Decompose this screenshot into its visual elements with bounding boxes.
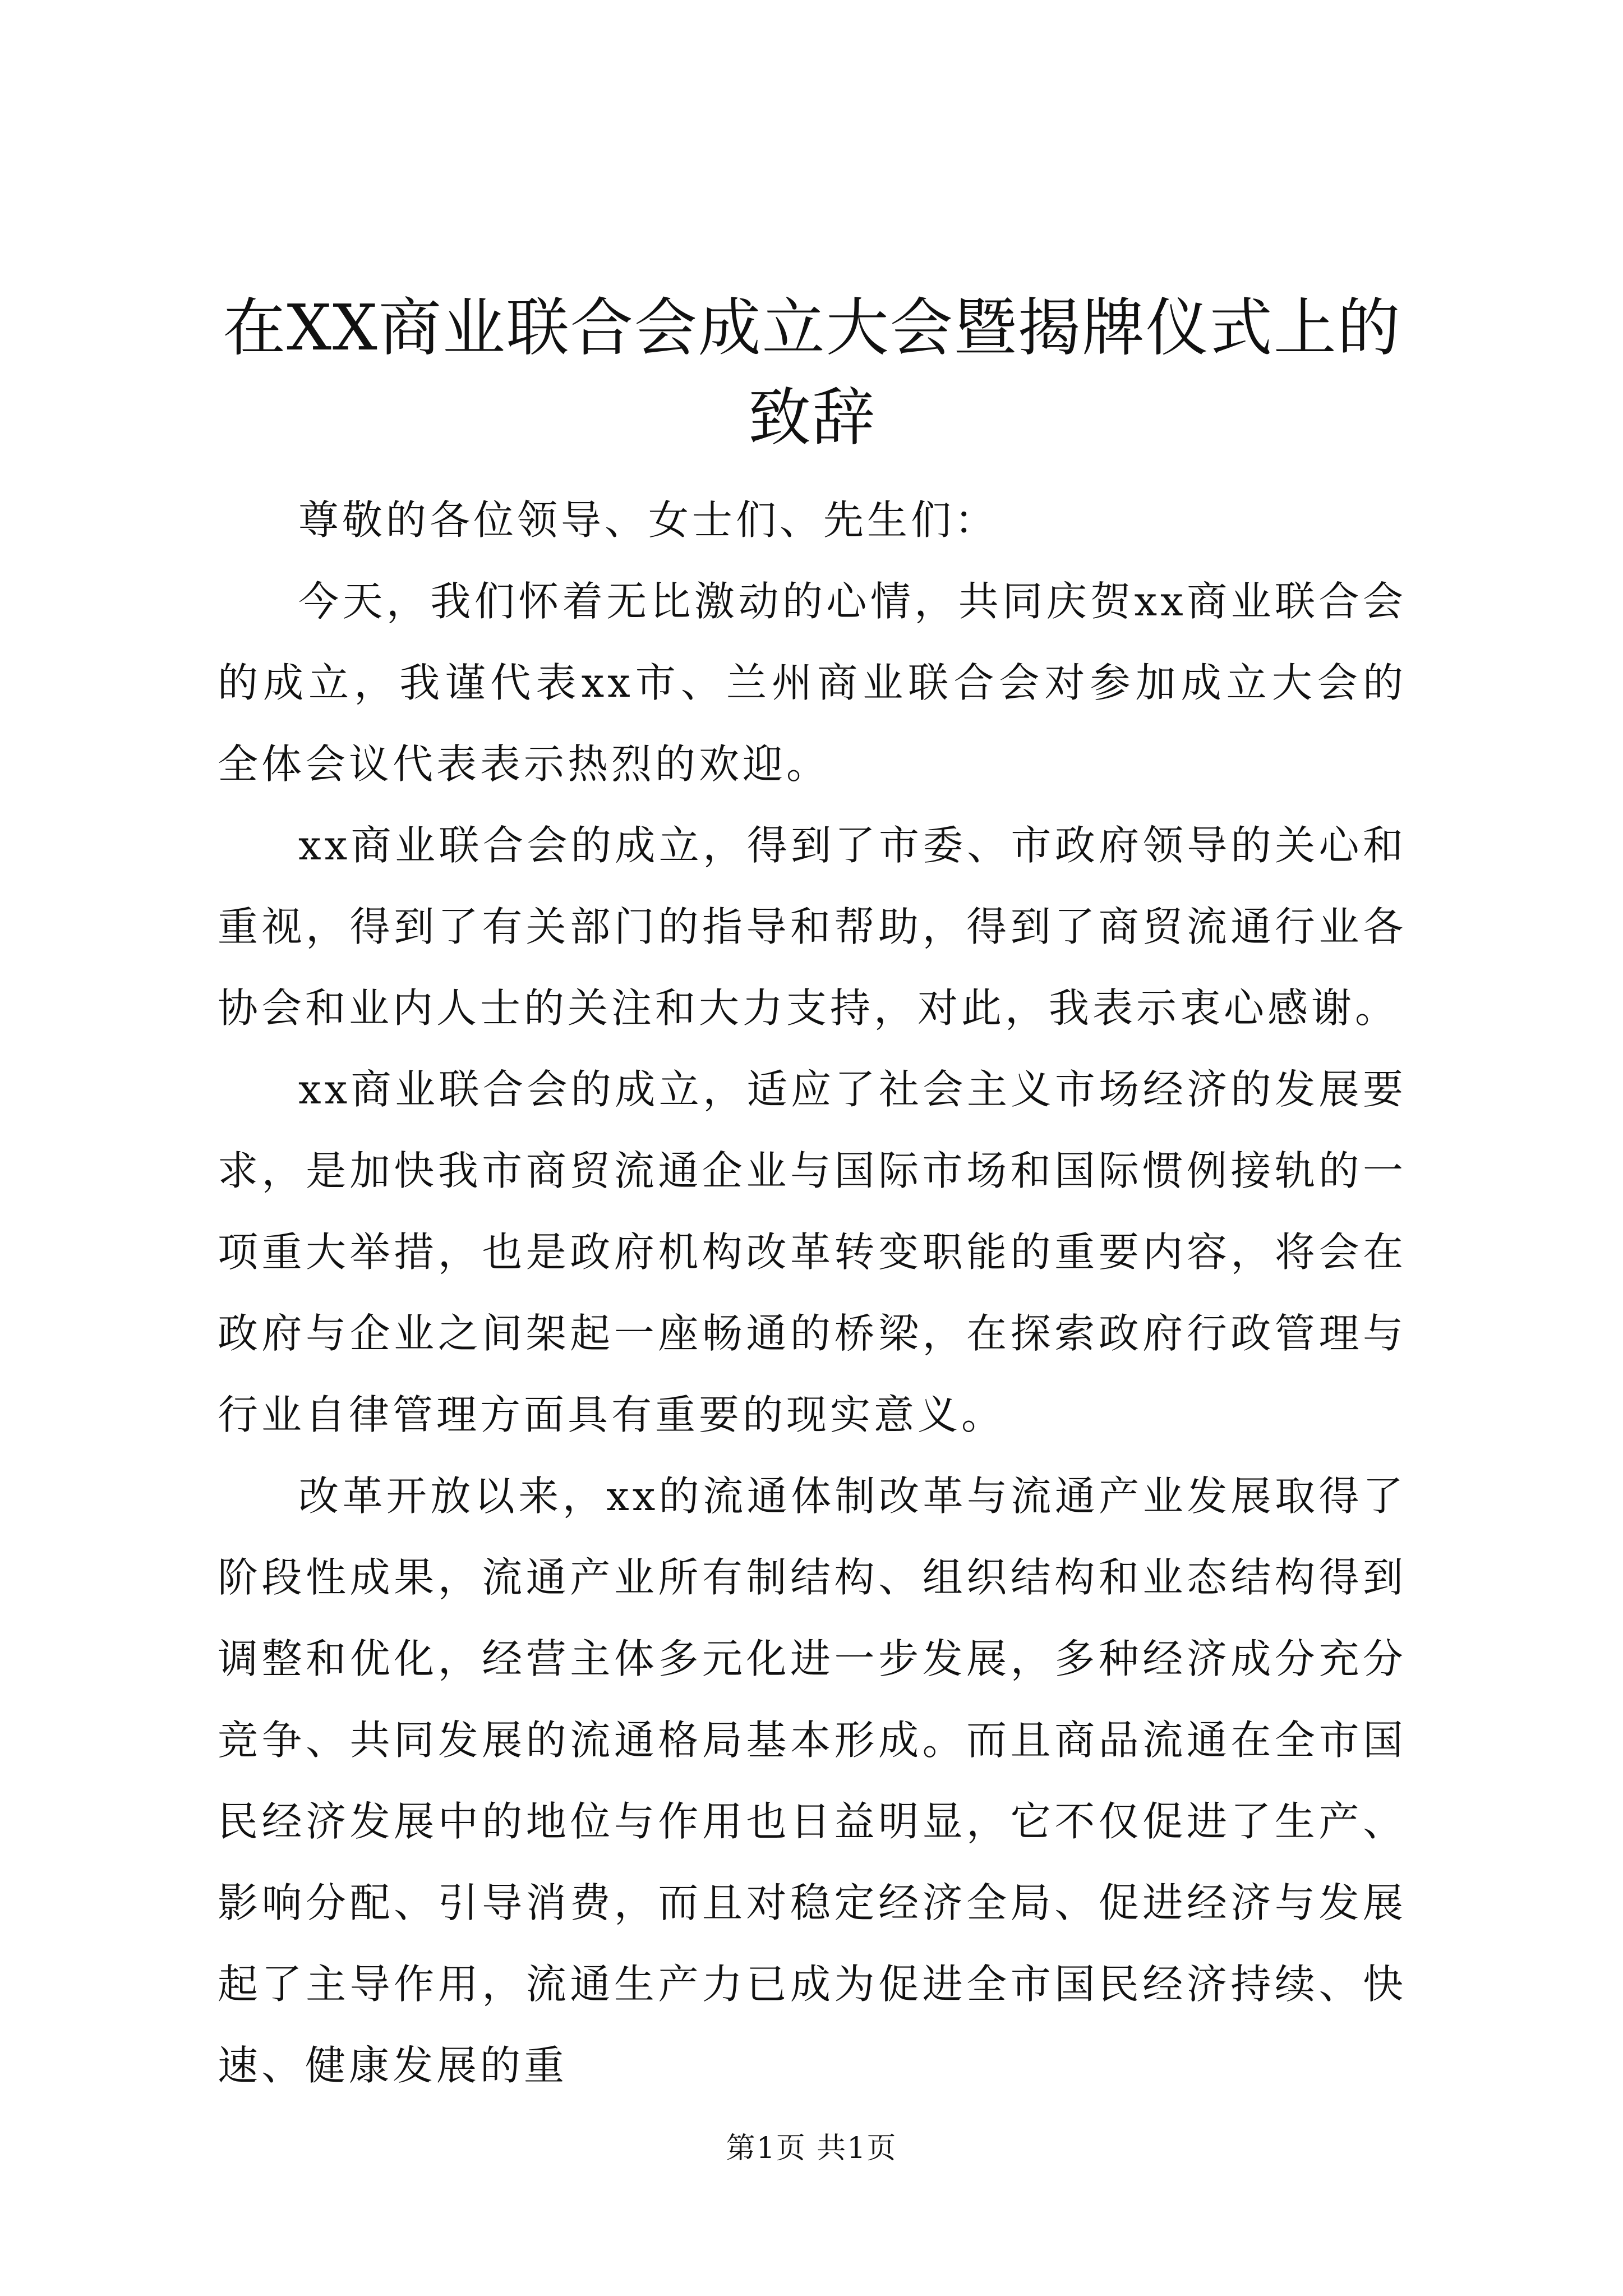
significance-paragraph: xx商业联合会的成立，适应了社会主义市场经济的发展要求，是加快我市商贸流通企业与国际市场和国际惯例接轨的一项重大举措，也是政府机构改革转变职能的重要内容，将会在政府与企业之间架起一座畅通的桥梁，在探索政府行政管理与行业自律管理方面具有重要的现实意义。 bbox=[218, 1066, 1407, 1438]
salutation-paragraph: 尊敬的各位领导、女士们、先生们： bbox=[298, 496, 999, 544]
reform-paragraph: 改革开放以来，xx的流通体制改革与流通产业发展取得了阶段性成果，流通产业所有制结构、组织结构和业态结构得到调整和优化，经营主体多元化进一步发展，多种经济成分充分竞争、共同发展的流通格局基本形成。而且商品流通在全市国民经济发展中的地位与作用也日益明显，它不仅促进了生产、影响分配、引导消费，而且对稳定经济全局、促进经济与发展起了主导作用，流通生产力已成为促进全市国民经济持续、快速、健康发展的重 bbox=[218, 1473, 1407, 2089]
welcome-paragraph: 今天，我们怀着无比激动的心情，共同庆贺xx商业联合会的成立，我谨代表xx市、兰州商业联合会对参加成立大会的全体会议代表表示热烈的欢迎。 bbox=[218, 578, 1407, 788]
page-number-footer: 第1页 共1页 bbox=[726, 2132, 897, 2165]
document-content bbox=[218, 283, 1407, 2106]
thanks-paragraph: xx商业联合会的成立，得到了市委、市政府领导的关心和重视，得到了有关部门的指导和帮助，得到了商贸流通行业各协会和业内人士的关注和大力支持，对此，我表示衷心感谢。 bbox=[218, 822, 1407, 1032]
document-body bbox=[218, 480, 1407, 2106]
document-title: 在XX商业联合会成立大会暨揭牌仪式上的致辞 bbox=[223, 292, 1401, 454]
